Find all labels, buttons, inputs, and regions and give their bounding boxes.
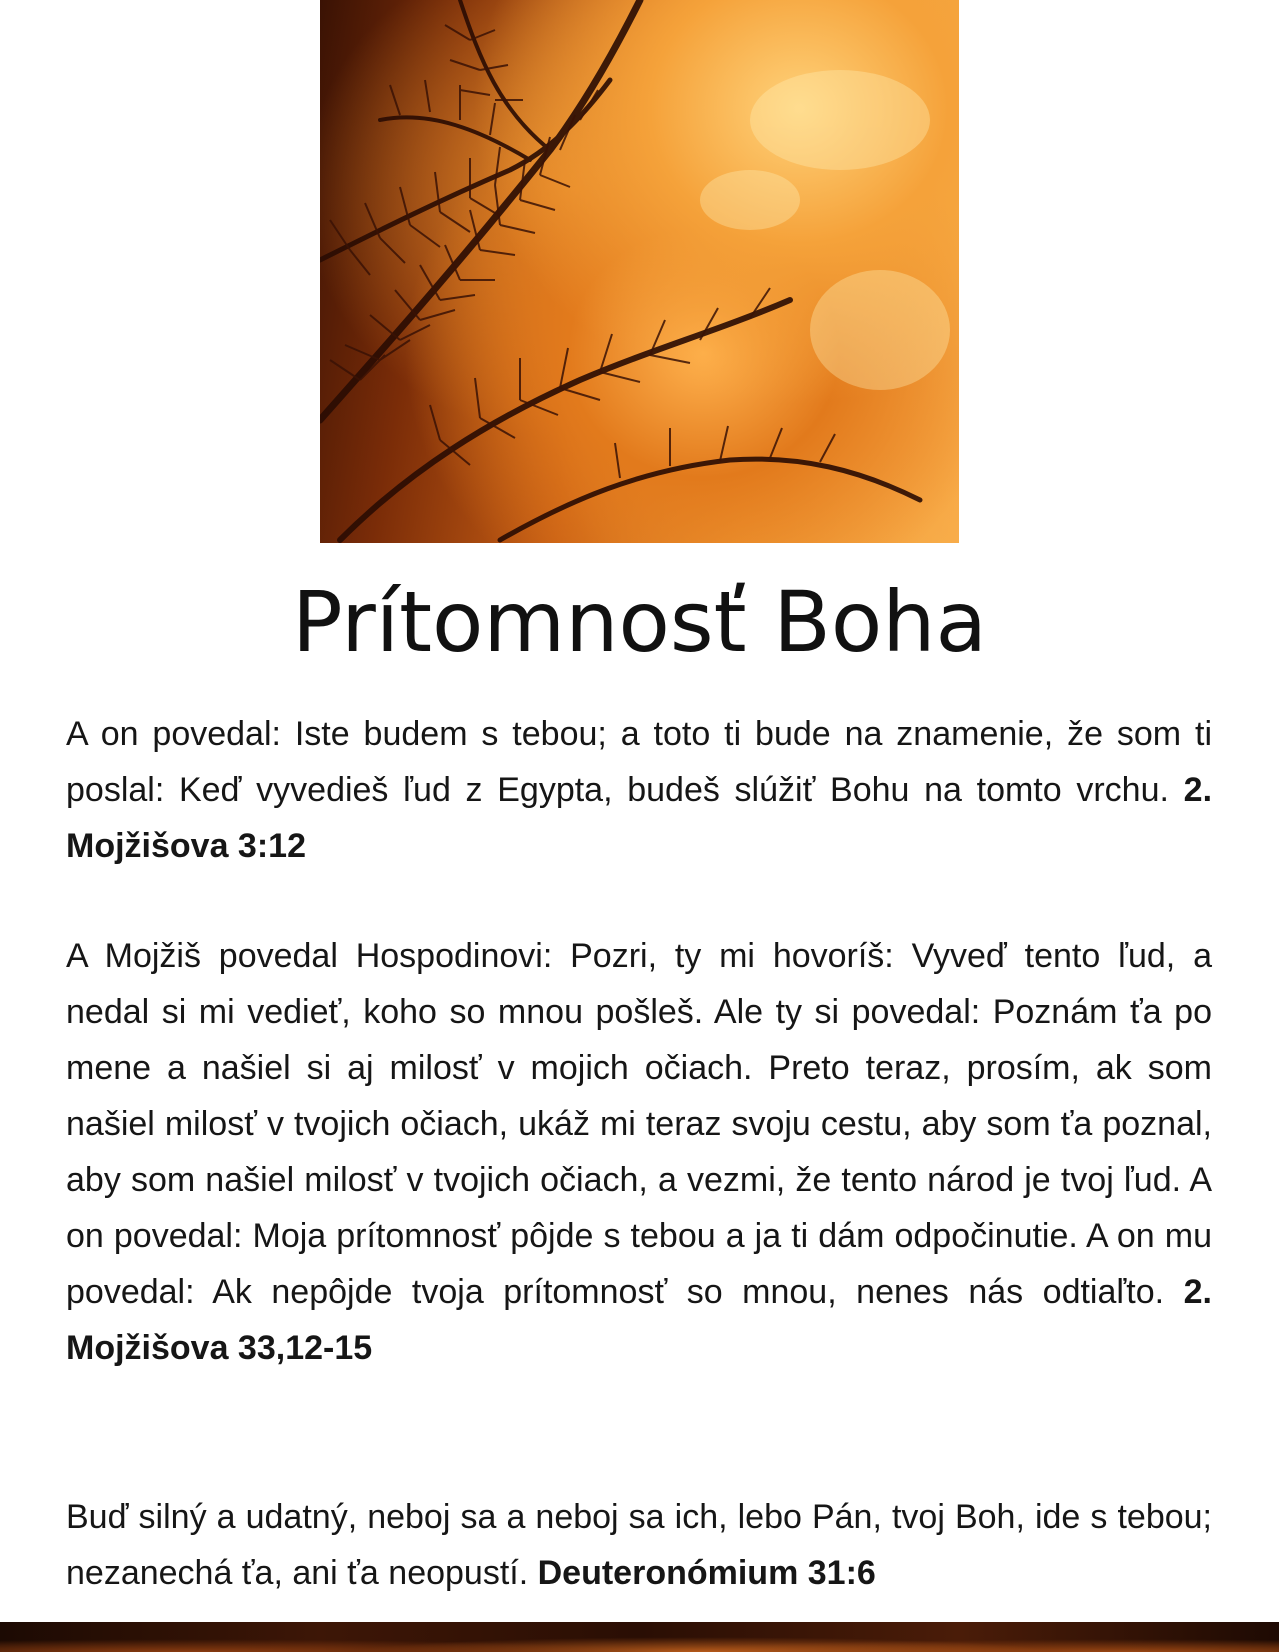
verse-paragraph [66,928,1212,1376]
verse-text: A Mojžiš povedal Hospodinovi: Pozri, ty mi hovoríš: Vyveď tento ľud, a nedal si mi vedieť, koho so mnou pošleš. Ale ty si povedal: Poznám ťa po mene a našiel si aj milosť v mojich očiach. Preto teraz, prosím, ak som našiel milosť v tvojich očiach, ukáž mi teraz svoju cestu, aby som ťa poznal, aby som našiel milosť v tvojich očiach, a vezmi, že tento národ je tvoj ľud. A on povedal: Moja prítomnosť pôjde s tebou a ja ti dám odpočinutie. A on mu povedal: Ak nepôjde tvoja prítomnosť so mnou, nenes nás odtiaľto. [66,937,1212,1311]
verse-text: Buď silný a udatný, neboj sa a neboj sa ich, lebo Pán, tvoj Boh, ide s tebou; nezanechá ťa, ani ťa neopustí. [66,1498,1212,1592]
verse-paragraph [66,706,1212,874]
verse-reference: 2. Mojžišova 3:12 [66,771,1213,865]
verse-reference: 2. Mojžišova 33,12-15 [66,1273,1212,1367]
verse-text: A on povedal: Iste budem s tebou; a toto ti bude na znamenie, že som ti poslal: Keď vyvedieš ľud z Egypta, budeš slúžiť Bohu na tomto vrchu. [66,715,1212,809]
page-title: Prítomnosť Boha [292,573,987,671]
fire-footer-image [0,1622,1279,1652]
burning-branches-graphic [320,0,959,543]
verse-paragraph [66,1489,1212,1601]
verse-reference: Deuteronómium 31:6 [537,1554,876,1592]
burning-bush-image [320,0,959,543]
